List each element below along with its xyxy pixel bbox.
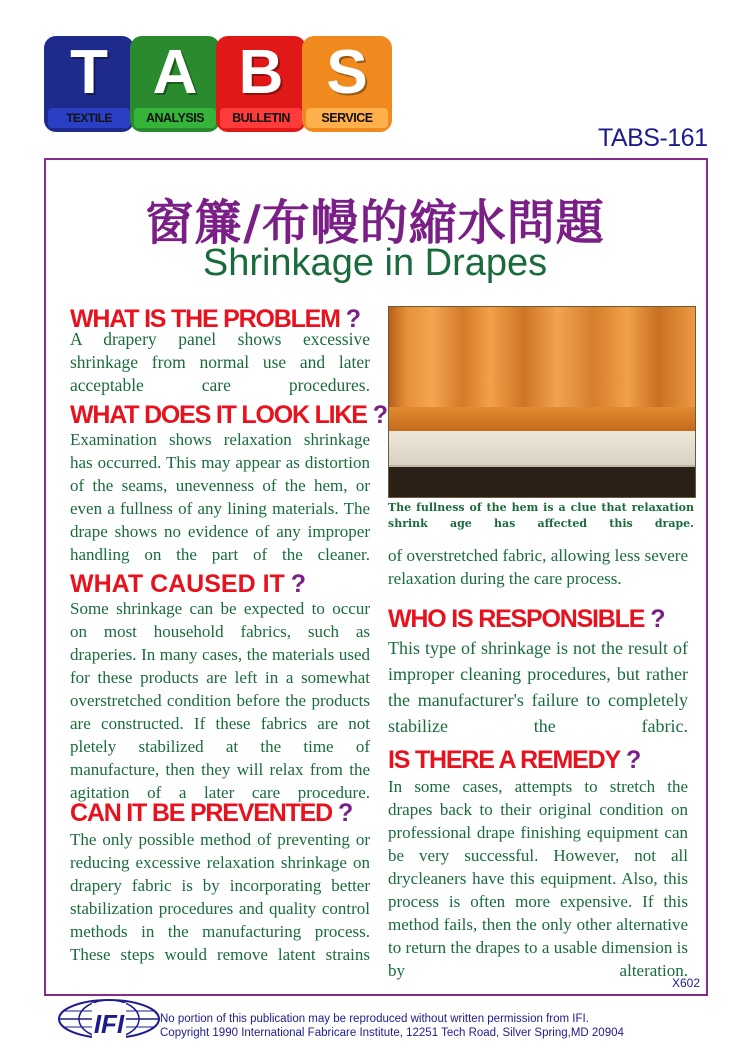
question-mark: ? (337, 799, 353, 827)
drape-photo (388, 306, 696, 498)
title-english: Shrinkage in Drapes (202, 242, 548, 284)
heading-text: CAN IT BE PREVENTED (70, 799, 332, 827)
logo-letter: S (326, 38, 368, 107)
question-mark: ? (290, 570, 307, 598)
logo-word: BULLETIN (220, 108, 302, 128)
logo-tile-s (302, 36, 392, 132)
logo-tile-t (44, 36, 134, 132)
heading-text: WHAT IS THE PROBLEM (70, 305, 340, 333)
heading-prevent (70, 799, 352, 827)
logo-letter: T (70, 38, 108, 107)
heading-text: WHAT DOES IT LOOK LIKE (70, 401, 367, 429)
text-cause: Some shrinkage can be expected to occur on most household fabrics, such as draperies. In many cases, the materials used for these products are left in a somewhat overstretched condition before the products are constructed. If these fabrics are not pletely stabilized at the time of manufacture, then they will relax from the agitation of a later care procedure. (70, 599, 370, 802)
drape-fabric (389, 307, 695, 407)
logo-word: ANALYSIS (134, 108, 216, 128)
ifi-logo-text: IFI (93, 1009, 125, 1039)
text-problem: A drapery panel shows excessive shrinkage from normal use and later acceptable care procedures. (70, 329, 370, 395)
footer-copyright: Copyright 1990 International Fabricare Institute, 12251 Tech Road, Silver Spring,MD 20904 (160, 1027, 624, 1039)
bulletin-code: TABS-161 (598, 124, 708, 152)
drape-hem (389, 407, 695, 431)
photo-caption: The fullness of the hem is a clue that relaxation shrink age has affected this drape. (388, 501, 694, 530)
logo-word: TEXTILE (48, 108, 130, 128)
heading-cause (70, 570, 306, 598)
text-prevent-continued: of overstretched fabric, allowing less severe relaxation during the care process. (388, 546, 688, 588)
drape-lining (389, 431, 695, 467)
text-remedy: In some cases, attempts to stretch the drapes back to their original condition on professional drape finishing equipment can be very successful. However, not all drycleaners have this equipment. Also, this process is often more expensive. If this method fails, then the only other alternative to return the drapes to a usable dimension is by alteration. (388, 777, 688, 980)
question-mark: ? (372, 401, 387, 429)
heading-text: IS THERE A REMEDY (388, 746, 620, 774)
text-responsible: This type of shrinkage is not the result of improper cleaning procedures, but rather the manufacturer's failure to completely stabilize the fabric. (388, 638, 688, 736)
footer-rights: No portion of this publication may be reproduced without written permission from IFI. (160, 1013, 589, 1025)
ifi-logo (54, 995, 164, 1047)
document-code: X602 (672, 976, 701, 990)
footer-notice (160, 1012, 624, 1040)
title-chinese: 窗簾/布幔的縮水問題 (145, 195, 605, 251)
logo-letter: B (238, 38, 284, 107)
tabs-logo (44, 36, 388, 132)
logo-letter: A (152, 38, 198, 107)
logo-tile-b (216, 36, 306, 132)
logo-tile-a (130, 36, 220, 132)
heading-text: WHO IS RESPONSIBLE (388, 605, 645, 633)
question-mark: ? (345, 305, 360, 333)
text-look: Examination shows relaxation shrinkage has occurred. This may appear as distortion of the seams, unevenness of the hem, or even a fullness of any lining materials. The drape shows no evidence of any improper handling on the part of the cleaner. (70, 430, 370, 564)
question-mark: ? (625, 746, 641, 774)
heading-responsible (388, 605, 664, 633)
question-mark: ? (650, 605, 665, 633)
logo-word: SERVICE (306, 108, 388, 128)
heading-text: WHAT CAUSED IT (70, 570, 285, 598)
heading-remedy (388, 746, 640, 774)
heading-look (70, 401, 387, 429)
text-prevent: The only possible method of preventing or reducing excessive relaxation shrinkage on drapery fabric is by incorporating better stabilization procedures and quality control methods in the manufacturing process. These steps would remove latent strains (70, 830, 370, 964)
